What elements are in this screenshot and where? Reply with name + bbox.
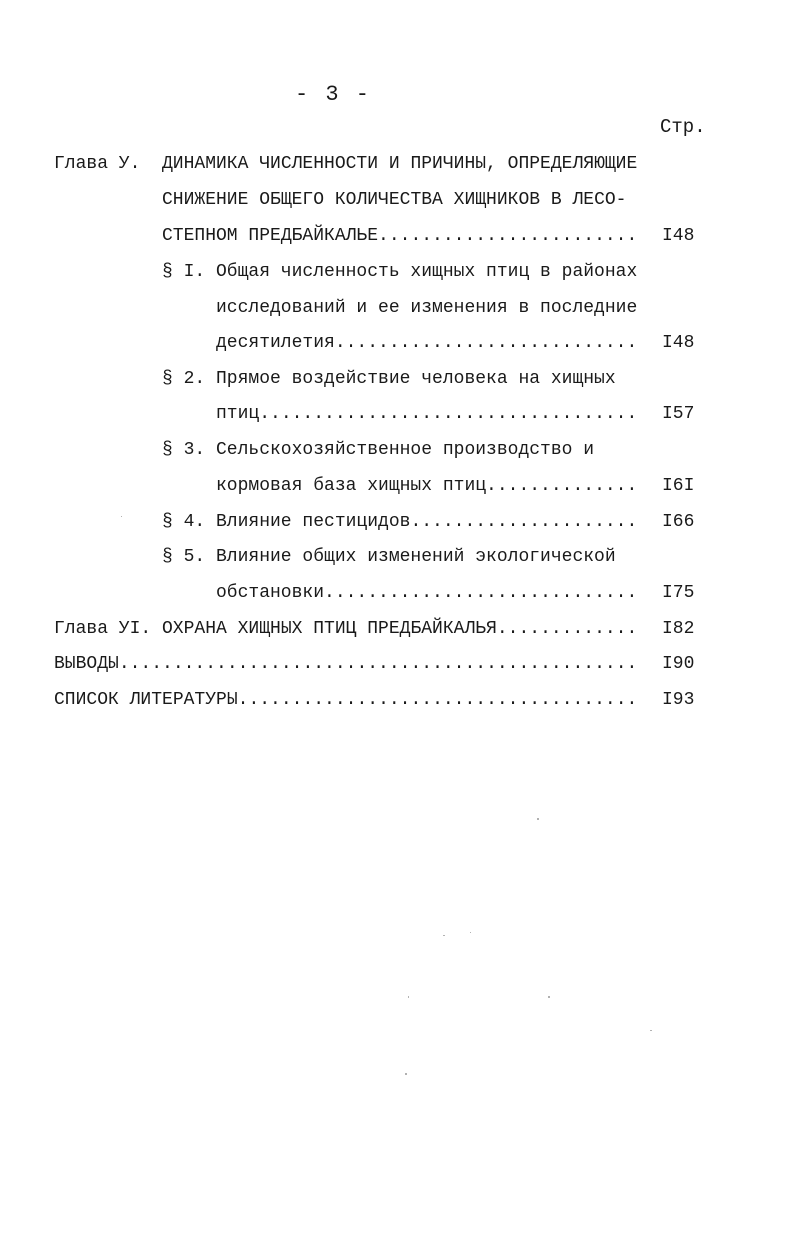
section-2-title-line-1: Прямое воздействие человека на хищных <box>216 369 616 389</box>
chapter-5-prefix: Глава У. <box>54 154 141 174</box>
references-page: I93 <box>662 690 695 710</box>
section-4-number: § 4. <box>162 512 206 532</box>
leader-dots <box>324 581 640 605</box>
leader-dots <box>259 402 640 426</box>
scan-speck <box>443 935 445 936</box>
section-4-title-text: Влияние пестицидов <box>216 512 411 532</box>
scan-speck <box>650 1030 652 1031</box>
chapter-6-title-text: ОХРАНА ХИЩНЫХ ПТИЦ ПРЕДБАЙКАЛЬЯ <box>162 619 497 639</box>
references-title: СПИСОК ЛИТЕРАТУРЫ <box>54 690 238 710</box>
chapter-5-title-text: СТЕПНОМ ПРЕДБАЙКАЛЬЕ <box>162 226 379 246</box>
leader-dots <box>497 617 640 641</box>
page-column-label: Стр. <box>660 116 706 138</box>
section-4-page: I66 <box>662 512 695 532</box>
section-3-page: I6I <box>662 476 695 496</box>
chapter-5-title-line-2: СНИЖЕНИЕ ОБЩЕГО КОЛИЧЕСТВА ХИЩНИКОВ В ЛЕСО- <box>162 190 627 210</box>
section-5-title-line-1: Влияние общих изменений экологической <box>216 547 616 567</box>
section-3-title-line-1: Сельскохозяйственное производство и <box>216 440 595 460</box>
section-4-title-line-1 <box>216 510 640 534</box>
section-3-number: § 3. <box>162 440 206 460</box>
section-2-title-line-2 <box>216 402 640 426</box>
leader-dots <box>486 474 640 498</box>
section-5-page: I75 <box>662 583 695 603</box>
section-5-title-text: обстановки <box>216 583 325 603</box>
section-3-title-text: кормовая база хищных птиц <box>216 476 487 496</box>
scan-speck <box>408 996 409 998</box>
section-5-number: § 5. <box>162 547 206 567</box>
section-2-number: § 2. <box>162 369 206 389</box>
leader-dots <box>119 652 640 676</box>
scan-speck <box>405 1073 407 1075</box>
chapter-5-title-line-3 <box>162 224 640 248</box>
section-1-title-text: десятилетия <box>216 333 335 353</box>
section-2-page: I57 <box>662 404 695 424</box>
section-2-title-text: птиц <box>216 404 260 424</box>
section-5-title-line-2 <box>216 581 640 605</box>
chapter-6-title-line-1 <box>162 617 640 641</box>
section-1-title-line-1: Общая численность хищных птиц в районах <box>216 262 638 282</box>
references-line <box>54 688 640 712</box>
chapter-6-page: I82 <box>662 619 695 639</box>
section-1-title-line-3 <box>216 331 640 355</box>
leader-dots <box>410 510 640 534</box>
conclusions-title: ВЫВОДЫ <box>54 654 119 674</box>
section-1-number: § I. <box>162 262 206 282</box>
scan-speck <box>537 818 539 820</box>
leader-dots <box>378 224 640 248</box>
chapter-5-title-line-1: ДИНАМИКА ЧИСЛЕННОСТИ И ПРИЧИНЫ, ОПРЕДЕЛЯЮЩИЕ <box>162 154 638 174</box>
page-number: - 3 - <box>294 82 371 107</box>
scan-speck <box>548 996 550 998</box>
scan-speck <box>121 516 122 517</box>
scan-speck <box>470 932 471 933</box>
chapter-5-page: I48 <box>662 226 695 246</box>
leader-dots <box>335 331 640 355</box>
conclusions-page: I90 <box>662 654 695 674</box>
chapter-6-prefix: Глава УI. <box>54 619 152 639</box>
conclusions-line <box>54 652 640 676</box>
section-3-title-line-2 <box>216 474 640 498</box>
leader-dots <box>238 688 640 712</box>
section-1-title-line-2: исследований и ее изменения в последние <box>216 298 638 318</box>
section-1-page: I48 <box>662 333 695 353</box>
